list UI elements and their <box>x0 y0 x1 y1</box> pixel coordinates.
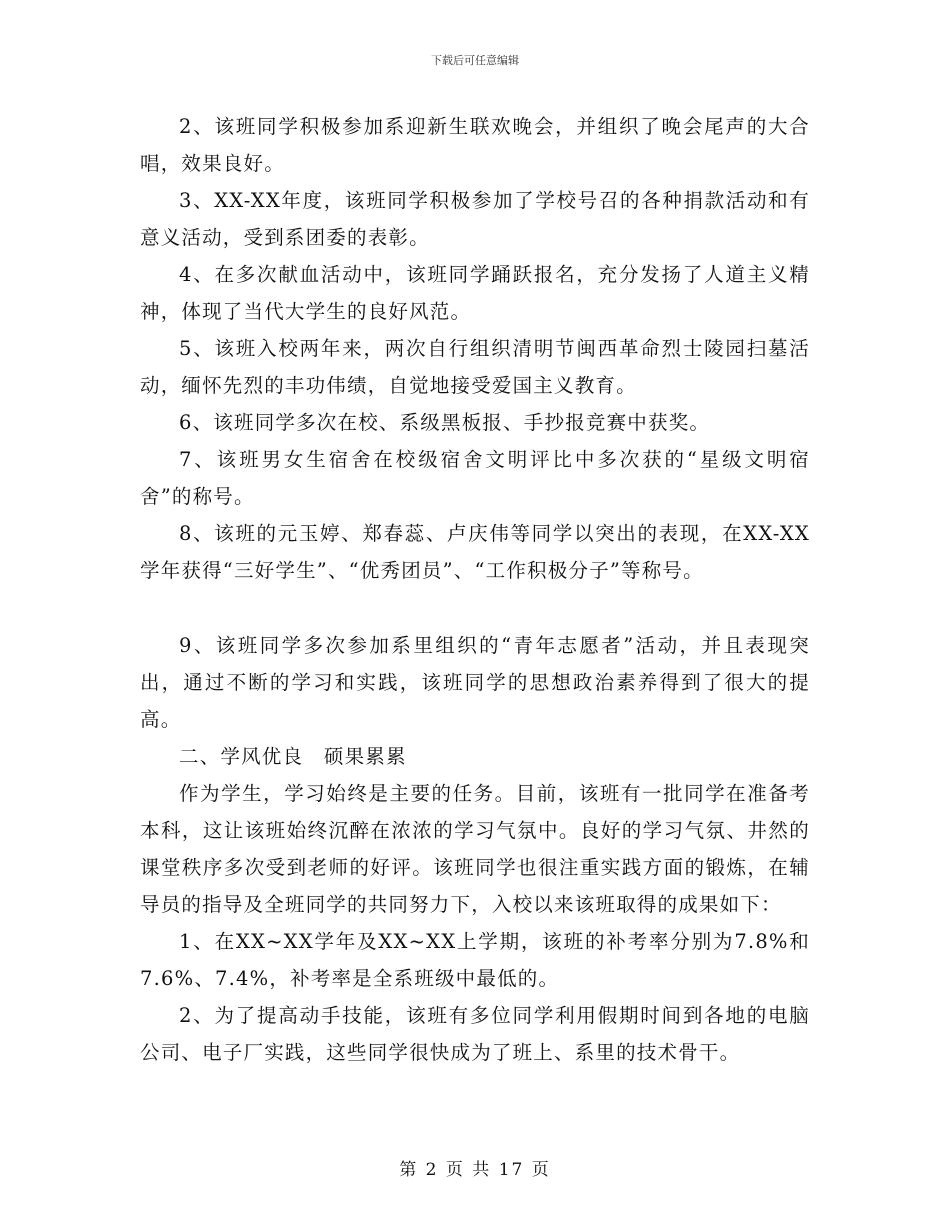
paragraph-item-2-evening-party: 2、该班同学积极参加系迎新生联欢晚会，并组织了晚会尾声的大合唱，效果良好。 <box>140 115 810 175</box>
paragraph-item-8-honors: 8、该班的元玉婷、郑春蕊、卢庆伟等同学以突出的表现，在XX-XX学年获得“三好学生”、“优秀团员”、“工作积极分子”等称号。 <box>140 522 810 582</box>
paragraph-item-9-volunteers: 9、该班同学多次参加系里组织的“青年志愿者”活动，并且表现突出，通过不断的学习和实践，该班同学的思想政治素养得到了很大的提高。 <box>140 634 810 731</box>
section-heading-study: 二、学风优良 硕果累累 <box>179 745 407 768</box>
paragraph-item-4-blood-donation: 4、在多次献血活动中，该班同学踊跃报名，充分发扬了人道主义精神，体现了当代大学生的良好风范。 <box>140 263 810 323</box>
page-header-note: 下载后可任意编辑 <box>431 54 519 67</box>
paragraph-result-2-practice: 2、为了提高动手技能，该班有多位同学利用假期时间到各地的电脑公司、电子厂实践，这些同学很快成为了班上、系里的技术骨干。 <box>140 1004 810 1064</box>
paragraph-spacer <box>140 589 810 627</box>
paragraph-item-6-blackboard: 6、该班同学多次在校、系级黑板报、手抄报竞赛中获奖。 <box>179 411 711 434</box>
paragraph-item-5-memorial: 5、该班入校两年来，两次自行组织清明节闽西革命烈士陵园扫墓活动，缅怀先烈的丰功伟绩，自觉地接受爱国主义教育。 <box>140 337 810 397</box>
page-number-footer: 第 2 页 共 17 页 <box>399 1160 551 1180</box>
paragraph-result-1-makeup-rate: 1、在XX~XX学年及XX~XX上学期，该班的补考率分别为7.8%和7.6%、7.4%，补考率是全系班级中最低的。 <box>140 930 810 990</box>
document-body <box>140 108 810 1071</box>
paragraph-study-intro: 作为学生，学习始终是主要的任务。目前，该班有一批同学在准备考本科，这让该班始终沉醉在浓浓的学习气氛中。良好的学习气氛、井然的课堂秩序多次受到老师的好评。该班同学也很注重实践方面的锻炼，在辅导员的指导及全班同学的共同努力下，入校以来该班取得的成果如下： <box>140 782 810 916</box>
paragraph-item-7-dormitory: 7、该班男女生宿舍在校级宿舍文明评比中多次获的“星级文明宿舍”的称号。 <box>140 448 810 508</box>
paragraph-item-3-donation: 3、XX-XX年度，该班同学积极参加了学校号召的各种捐款活动和有意义活动，受到系团委的表彰。 <box>140 189 810 249</box>
